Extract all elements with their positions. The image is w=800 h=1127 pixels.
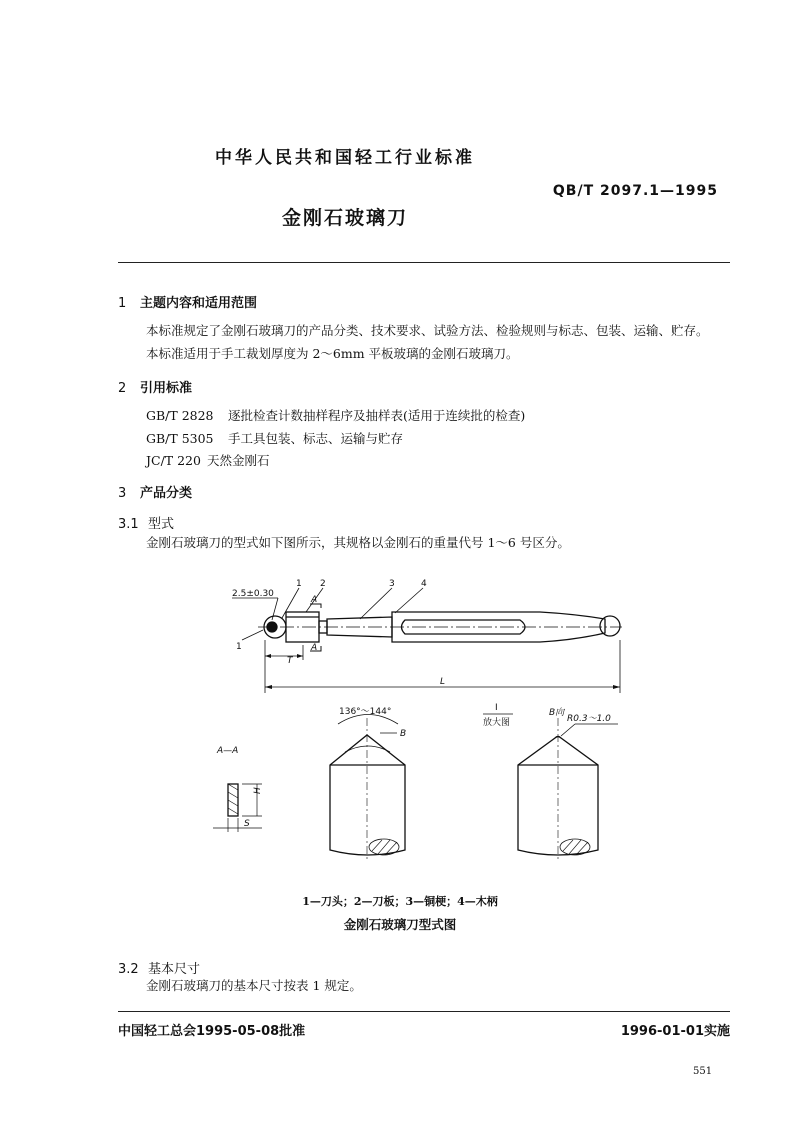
- org-title: 中华人民共和国轻工行业标准: [215, 148, 475, 168]
- page-number: 551: [693, 1066, 713, 1077]
- angle-label: 136°～144°: [339, 707, 392, 717]
- callout-2: 2: [320, 579, 326, 589]
- reference-item: [146, 429, 403, 447]
- approval-date: 中国轻工总会1995-05-08批准: [118, 1024, 306, 1039]
- subsection-title: 型式: [148, 517, 175, 532]
- section-title: 产品分类: [140, 486, 193, 501]
- figure-caption: 金刚石玻璃刀型式图: [343, 917, 457, 932]
- section-2-heading: [118, 377, 192, 396]
- footer-rule: [118, 1011, 730, 1012]
- standard-number: QB/T 2097.1—1995: [552, 183, 718, 199]
- section-1-para-1: 本标准规定了金刚石玻璃刀的产品分类、技术要求、试验方法、检验规则与标志、包装、运输、贮存。: [146, 323, 709, 338]
- section-1-heading: [118, 292, 257, 311]
- callout-4: 4: [421, 579, 427, 589]
- document-title: 金刚石玻璃刀: [281, 207, 408, 229]
- reference-item: [146, 451, 270, 469]
- ref-code: GB/T 2828: [146, 408, 214, 423]
- ref-name: 手工具包装、标志、运输与贮存: [228, 431, 404, 446]
- glass-cutter-drawing: [0, 565, 800, 890]
- radius-label: R0.3～1.0: [567, 714, 611, 724]
- section-number: 3: [118, 486, 127, 501]
- tolerance-label: 2.5±0.30: [232, 589, 274, 599]
- section-a-bottom: A: [311, 643, 318, 653]
- ref-code: JC/T 220: [146, 453, 201, 468]
- ref-code: GB/T 5305: [146, 431, 214, 446]
- header-rule: [118, 262, 730, 263]
- subsection-3-1-heading: [118, 513, 174, 532]
- scale-numerator: I: [495, 703, 498, 713]
- effective-date: 1996-01-01实施: [620, 1024, 730, 1039]
- tip-view-angle: [330, 735, 405, 855]
- reference-item: [146, 406, 525, 424]
- section-a-top: A: [311, 595, 318, 605]
- subsection-3-1-text: 金刚石玻璃刀的型式如下图所示，其规格以金刚石的重量代号 1～6 号区分。: [146, 535, 570, 550]
- callout-3: 3: [389, 579, 395, 589]
- direction-b: B: [400, 729, 407, 739]
- ref-name: 逐批检查计数抽样程序及抽样表(适用于连续批的检查): [228, 408, 526, 423]
- scale-denominator: 放大图: [483, 718, 511, 728]
- callout-1-left: 1: [236, 642, 242, 652]
- subsection-title: 基本尺寸: [148, 962, 201, 977]
- dimension-l: L: [440, 677, 446, 687]
- section-number: 1: [118, 296, 127, 311]
- b-direction-label: B向: [549, 708, 565, 718]
- section-3-heading: [118, 482, 192, 501]
- figure-legend: 1—刀头；2—刀板；3—铜梗；4—木柄: [302, 895, 498, 908]
- subsection-3-2-heading: [118, 958, 200, 977]
- section-number: 2: [118, 381, 127, 396]
- section-a-a-label: A—A: [217, 746, 239, 756]
- subsection-number: 3.1: [118, 517, 139, 532]
- section-title: 主题内容和适用范围: [140, 296, 258, 311]
- dimension-s: S: [244, 819, 250, 829]
- dimension-t: T: [287, 656, 293, 666]
- subsection-3-2-text: 金刚石玻璃刀的基本尺寸按表 1 规定。: [146, 978, 362, 993]
- dimension-h: H: [253, 787, 263, 794]
- ref-name: 天然金刚石: [207, 453, 270, 468]
- handle-ball: [600, 616, 620, 636]
- callout-1: 1: [296, 579, 302, 589]
- subsection-number: 3.2: [118, 962, 139, 977]
- section-title: 引用标准: [140, 381, 193, 396]
- section-1-para-2: 本标准适用于手工裁划厚度为 2～6mm 平板玻璃的金刚石玻璃刀。: [146, 346, 519, 361]
